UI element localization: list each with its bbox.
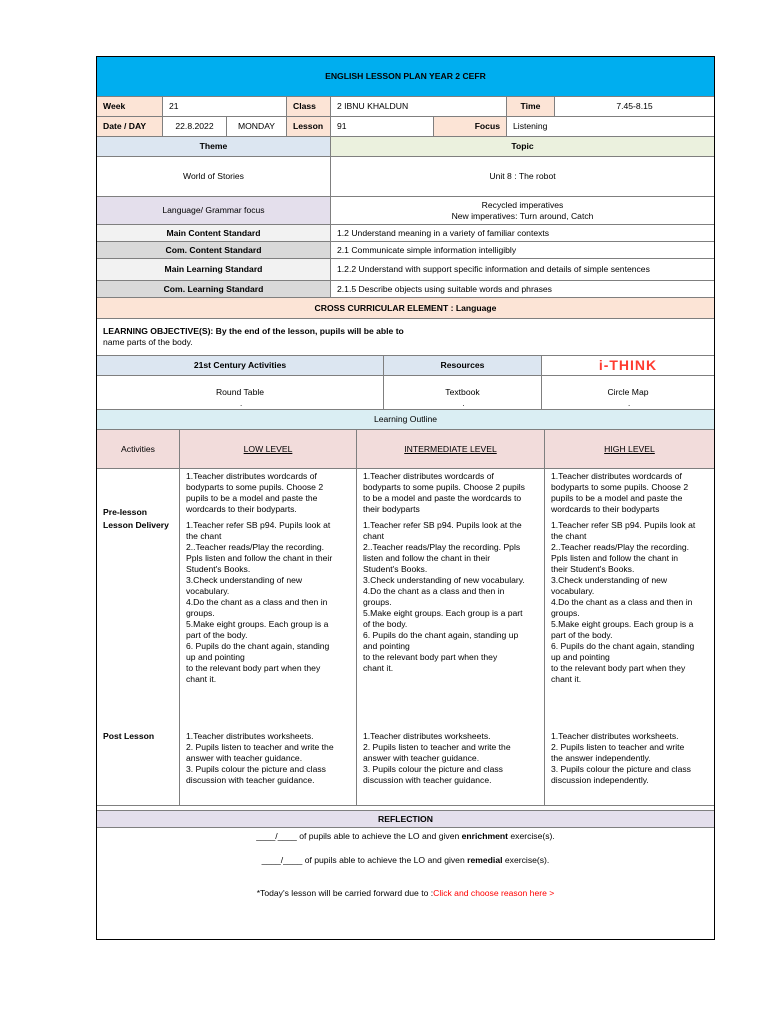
reflection-header-row: [97, 810, 714, 828]
low-level-header: LOW LEVEL: [180, 430, 357, 468]
ithink-value[interactable]: Circle Map .: [607, 387, 649, 408]
resources-label: Resources: [384, 356, 542, 375]
grammar-label: Language/ Grammar focus: [97, 197, 331, 224]
grammar-line-2: New imperatives: Turn around, Catch: [451, 210, 594, 221]
standard-row: [97, 225, 714, 242]
pre-lesson-intermediate[interactable]: 1.Teacher distributes wordcards of bodyparts to some pupils. Choose 2 pupils to be a model and paste the wordcards to their bodyparts: [357, 469, 545, 518]
date-value[interactable]: 22.8.2022: [163, 117, 227, 136]
theme-topic-header-row: [97, 137, 714, 157]
standard-label: Main Learning Standard: [97, 259, 331, 280]
day-value[interactable]: MONDAY: [227, 117, 287, 136]
lesson-plan-table: [96, 56, 715, 940]
pre-lesson-label: Pre-lesson: [97, 469, 180, 518]
objective-label: LEARNING OBJECTIVE(S): By the end of the lesson, pupils will be able to: [103, 326, 404, 336]
lesson-value[interactable]: 91: [331, 117, 434, 136]
post-lesson-intermediate[interactable]: 1.Teacher distributes worksheets. 2. Pupils listen to teacher and write the answer with teacher guidance. 3. Pupils colour the picture and class discussion with teacher guidance.: [357, 729, 545, 805]
standard-value[interactable]: 1.2.2 Understand with support specific information and details of simple sentences: [337, 264, 650, 274]
theme-value[interactable]: World of Stories: [97, 157, 331, 196]
standard-label: Com. Content Standard: [97, 242, 331, 258]
objective-cell[interactable]: [97, 319, 714, 355]
high-level-header: HIGH LEVEL: [604, 443, 655, 454]
date-label: Date / DAY: [97, 117, 163, 136]
cross-curricular-label: CROSS CURRICULAR ELEMENT : Language: [314, 302, 497, 313]
activities-21c-label: 21st Century Activities: [97, 356, 384, 375]
focus-label: Focus: [434, 117, 507, 136]
post-lesson-row: [97, 729, 714, 806]
date-row: [97, 117, 714, 137]
remedial-blank[interactable]: ____/____: [261, 855, 303, 865]
lesson-delivery-high[interactable]: 1.Teacher refer SB p94. Pupils look at the chant 2..Teacher reads/Play the recording. Ppls listen and follow the chant in their Student's Books. 3.Check understanding of new vocabulary. 4.Do the chant as a class and then in groups. 5.Make eight groups. Each group is a part of the body. 6. Pupils do the chant again, standing up and pointing to the relevant body part when they chant it.: [551, 520, 696, 684]
standard-value[interactable]: 1.2 Understand meaning in a variety of familiar contexts: [337, 227, 550, 238]
post-lesson-high[interactable]: 1.Teacher distributes worksheets. 2. Pupils listen to teacher and write the answer independently. 3. Pupils colour the picture and class discussion independently.: [551, 731, 691, 785]
lesson-label: Lesson: [287, 117, 331, 136]
activities-header: Activities: [97, 430, 180, 468]
levels-header-row: [97, 430, 714, 469]
carry-forward-reason-dropdown[interactable]: Click and choose reason here >: [433, 888, 555, 898]
grammar-value[interactable]: [331, 197, 714, 224]
topic-value[interactable]: Unit 8 : The robot: [489, 171, 556, 181]
reflection-remedial-line[interactable]: ____/____ of pupils able to achieve the LO and given remedial exercise(s).: [261, 855, 550, 865]
week-row: [97, 97, 714, 117]
pre-lesson-low[interactable]: 1.Teacher distributes wordcards of bodyparts to some pupils. Choose 2 pupils to be a model and paste the wordcards to their bodyparts.: [180, 469, 357, 518]
time-label: Time: [507, 97, 555, 116]
standard-value[interactable]: 2.1 Communicate simple information intelligibly: [337, 244, 517, 255]
objective-text: name parts of the body.: [103, 337, 193, 347]
ithink-logo: i-THINK: [598, 357, 658, 373]
page-title: ENGLISH LESSON PLAN YEAR 2 CEFR: [325, 71, 486, 81]
week-value[interactable]: 21: [163, 97, 287, 116]
pre-lesson-row: [97, 469, 714, 518]
grammar-line-1: Recycled imperatives: [481, 199, 564, 210]
intermediate-level-header: INTERMEDIATE LEVEL: [357, 430, 545, 468]
activities-21c-value[interactable]: Round Table .: [97, 376, 384, 409]
theme-topic-value-row: [97, 157, 714, 197]
standard-row: [97, 242, 714, 259]
resources-value[interactable]: Textbook .: [384, 376, 542, 409]
lesson-delivery-low[interactable]: 1.Teacher refer SB p94. Pupils look at the chant 2..Teacher reads/Play the recording. Ppls listen and follow the chant in their Student's Books. 3.Check understanding of new vocabulary. 4.Do the chant as a class and then in groups. 5.Make eight groups. Each group is a part of the body. 6. Pupils do the chant again, standing up and pointing to the relevant body part when they chant it.: [180, 518, 357, 729]
standard-row: [97, 281, 714, 298]
standard-label: Com. Learning Standard: [97, 281, 331, 297]
resources-value-row: [97, 376, 714, 410]
pre-lesson-high[interactable]: 1.Teacher distributes wordcards of bodyparts to some pupils. Choose 2 pupils to be a model and paste the wordcards to their bodyparts: [551, 471, 689, 514]
standard-label: Main Content Standard: [97, 225, 331, 241]
week-label: Week: [97, 97, 163, 116]
theme-label: Theme: [97, 137, 331, 156]
lesson-delivery-row: [97, 518, 714, 729]
standard-value[interactable]: 2.1.5 Describe objects using suitable words and phrases: [337, 283, 552, 294]
carry-forward-label: *Today's lesson will be carried forward due to :: [256, 888, 434, 898]
learning-outline-label: Learning Outline: [373, 414, 438, 424]
reflection-enrichment-line[interactable]: ____/____ of pupils able to achieve the LO and given enrichment exercise(s).: [256, 831, 555, 841]
class-label: Class: [287, 97, 331, 116]
standard-row: [97, 259, 714, 281]
cross-curricular-row: [97, 298, 714, 319]
focus-value[interactable]: Listening: [513, 121, 548, 131]
class-value[interactable]: 2 IBNU KHALDUN: [331, 97, 507, 116]
post-lesson-label: Post Lesson: [97, 729, 180, 805]
resources-header-row: [97, 356, 714, 376]
time-value[interactable]: 7.45-8.15: [616, 101, 653, 111]
learning-outline-row: [97, 410, 714, 430]
objective-row: [97, 319, 714, 356]
post-lesson-low[interactable]: 1.Teacher distributes worksheets. 2. Pupils listen to teacher and write the answer with teacher guidance. 3. Pupils colour the picture and class discussion with teacher guidance.: [180, 729, 357, 805]
lesson-delivery-label: Lesson Delivery: [97, 518, 180, 729]
carry-forward-line: [97, 888, 714, 898]
reflection-label: REFLECTION: [378, 813, 433, 824]
lesson-delivery-intermediate[interactable]: 1.Teacher refer SB p94. Pupils look at the chant 2..Teacher reads/Play the recording. Ppls listen and follow the chant in their Student's Books. 3.Check understanding of new vocabulary. 4.Do the chant as a class and then in groups. 5.Make eight groups. Each group is a part of the body. 6. Pupils do the chant again, standing up and pointing to the relevant body part when they chant it.: [357, 518, 545, 729]
topic-label: Topic: [331, 137, 714, 156]
grammar-row: [97, 197, 714, 225]
enrichment-blank[interactable]: ____/____: [256, 831, 297, 841]
title-row: [97, 57, 714, 97]
